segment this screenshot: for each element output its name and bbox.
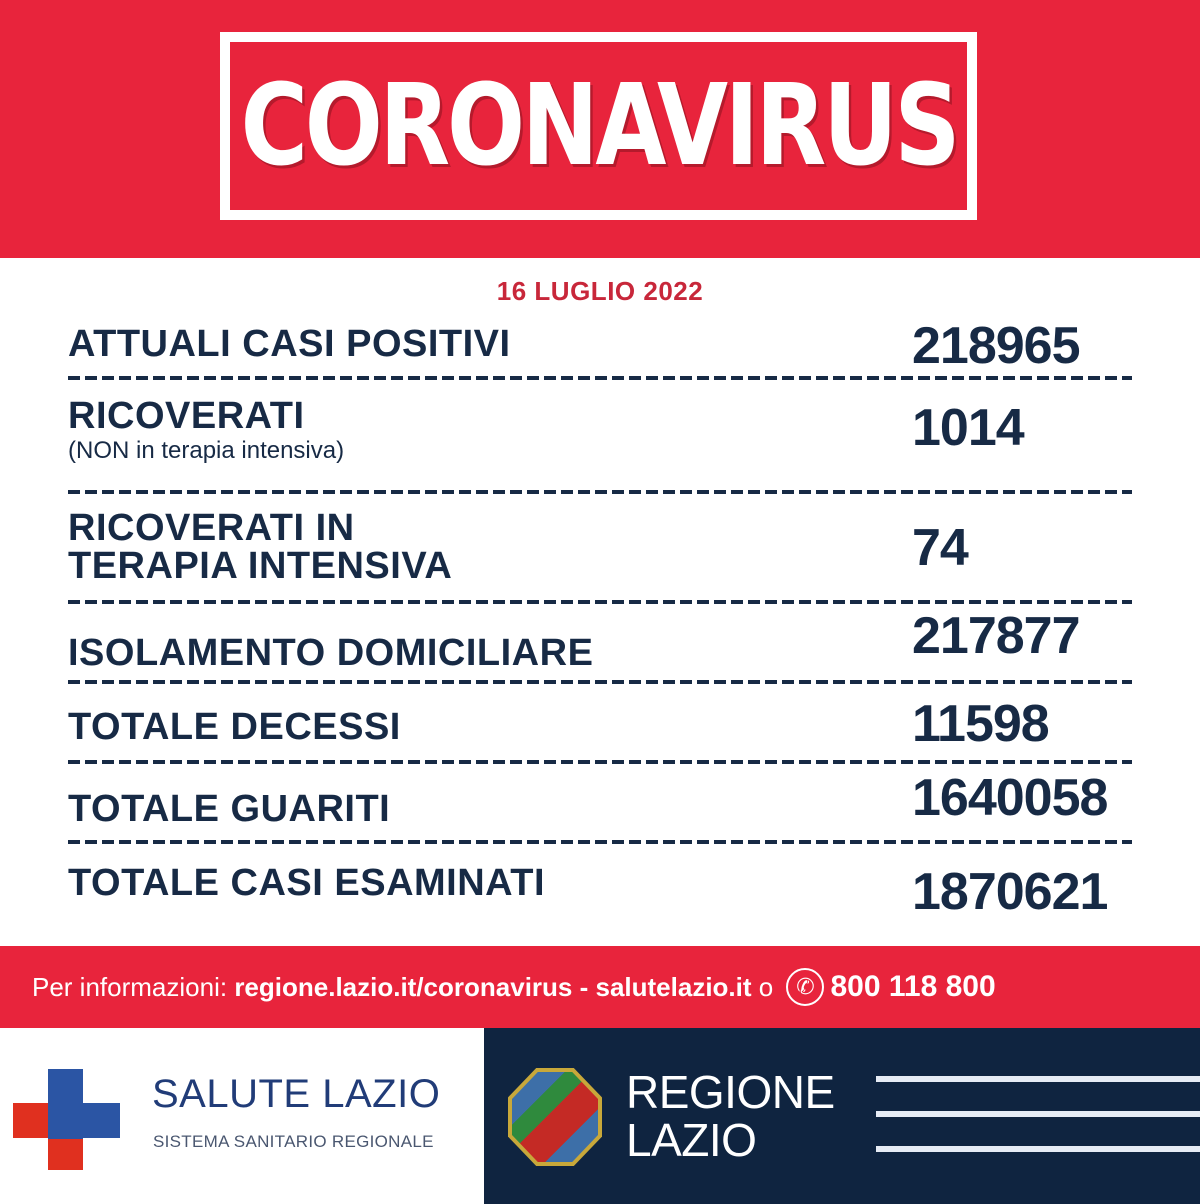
salute-lazio-subtitle: SISTEMA SANITARIO REGIONALE	[153, 1132, 434, 1151]
stat-row-intensive-care	[68, 494, 1132, 600]
stat-value: 1640058	[912, 769, 1108, 827]
link-separator: -	[572, 971, 596, 1002]
title-frame	[220, 32, 977, 220]
page-title: CORONAVIRUS	[240, 61, 957, 191]
stat-value: 1870621	[912, 863, 1108, 921]
phone-icon: ✆	[786, 968, 824, 1006]
stat-value: 218965	[912, 317, 1080, 375]
stat-value: 1014	[912, 399, 1024, 457]
salute-link[interactable]: salutelazio.it	[595, 971, 752, 1002]
stat-sublabel: (NON in terapia intensiva)	[68, 437, 345, 464]
regione-lazio-logo-text: REGIONE LAZIO	[626, 1066, 835, 1166]
stat-row-total-tested	[68, 844, 1132, 924]
stat-value: 74	[912, 519, 968, 577]
stat-label: TOTALE CASI ESAMINATI	[68, 862, 546, 904]
stat-label: TOTALE GUARITI	[68, 788, 391, 830]
stats-table	[68, 312, 1132, 924]
stat-label: RICOVERATI (NON in terapia intensiva)	[68, 395, 345, 464]
report-date: 16 LUGLIO 2022	[496, 276, 704, 306]
info-prefix: Per informazioni:	[32, 971, 228, 1002]
info-bar	[0, 946, 1200, 1028]
stat-label: TOTALE DECESSI	[68, 706, 401, 748]
stat-label: ATTUALI CASI POSITIVI	[68, 323, 511, 365]
stat-label: RICOVERATI IN TERAPIA INTENSIVA	[68, 507, 453, 587]
phone-number[interactable]: 800 118 800	[830, 970, 996, 1003]
stat-label: ISOLAMENTO DOMICILIARE	[68, 632, 594, 674]
decorative-stripe	[876, 1146, 1200, 1152]
regione-link[interactable]: regione.lazio.it/coronavirus	[234, 971, 573, 1002]
stat-row-recovered	[68, 764, 1132, 840]
header-banner	[0, 0, 1200, 258]
cross-logo-icon	[48, 1135, 83, 1170]
decorative-stripe	[876, 1076, 1200, 1082]
cross-logo-icon	[48, 1103, 120, 1138]
stat-row-home-isolation	[68, 604, 1132, 680]
or-text: o	[751, 971, 781, 1002]
stat-value: 11598	[912, 695, 1049, 753]
decorative-stripe	[876, 1111, 1200, 1117]
stat-row-active-cases	[68, 312, 1132, 376]
stat-value: 217877	[912, 607, 1080, 665]
salute-lazio-title: SALUTE LAZIO	[152, 1072, 441, 1116]
stat-row-hospitalized	[68, 380, 1132, 490]
stat-row-deaths	[68, 684, 1132, 760]
